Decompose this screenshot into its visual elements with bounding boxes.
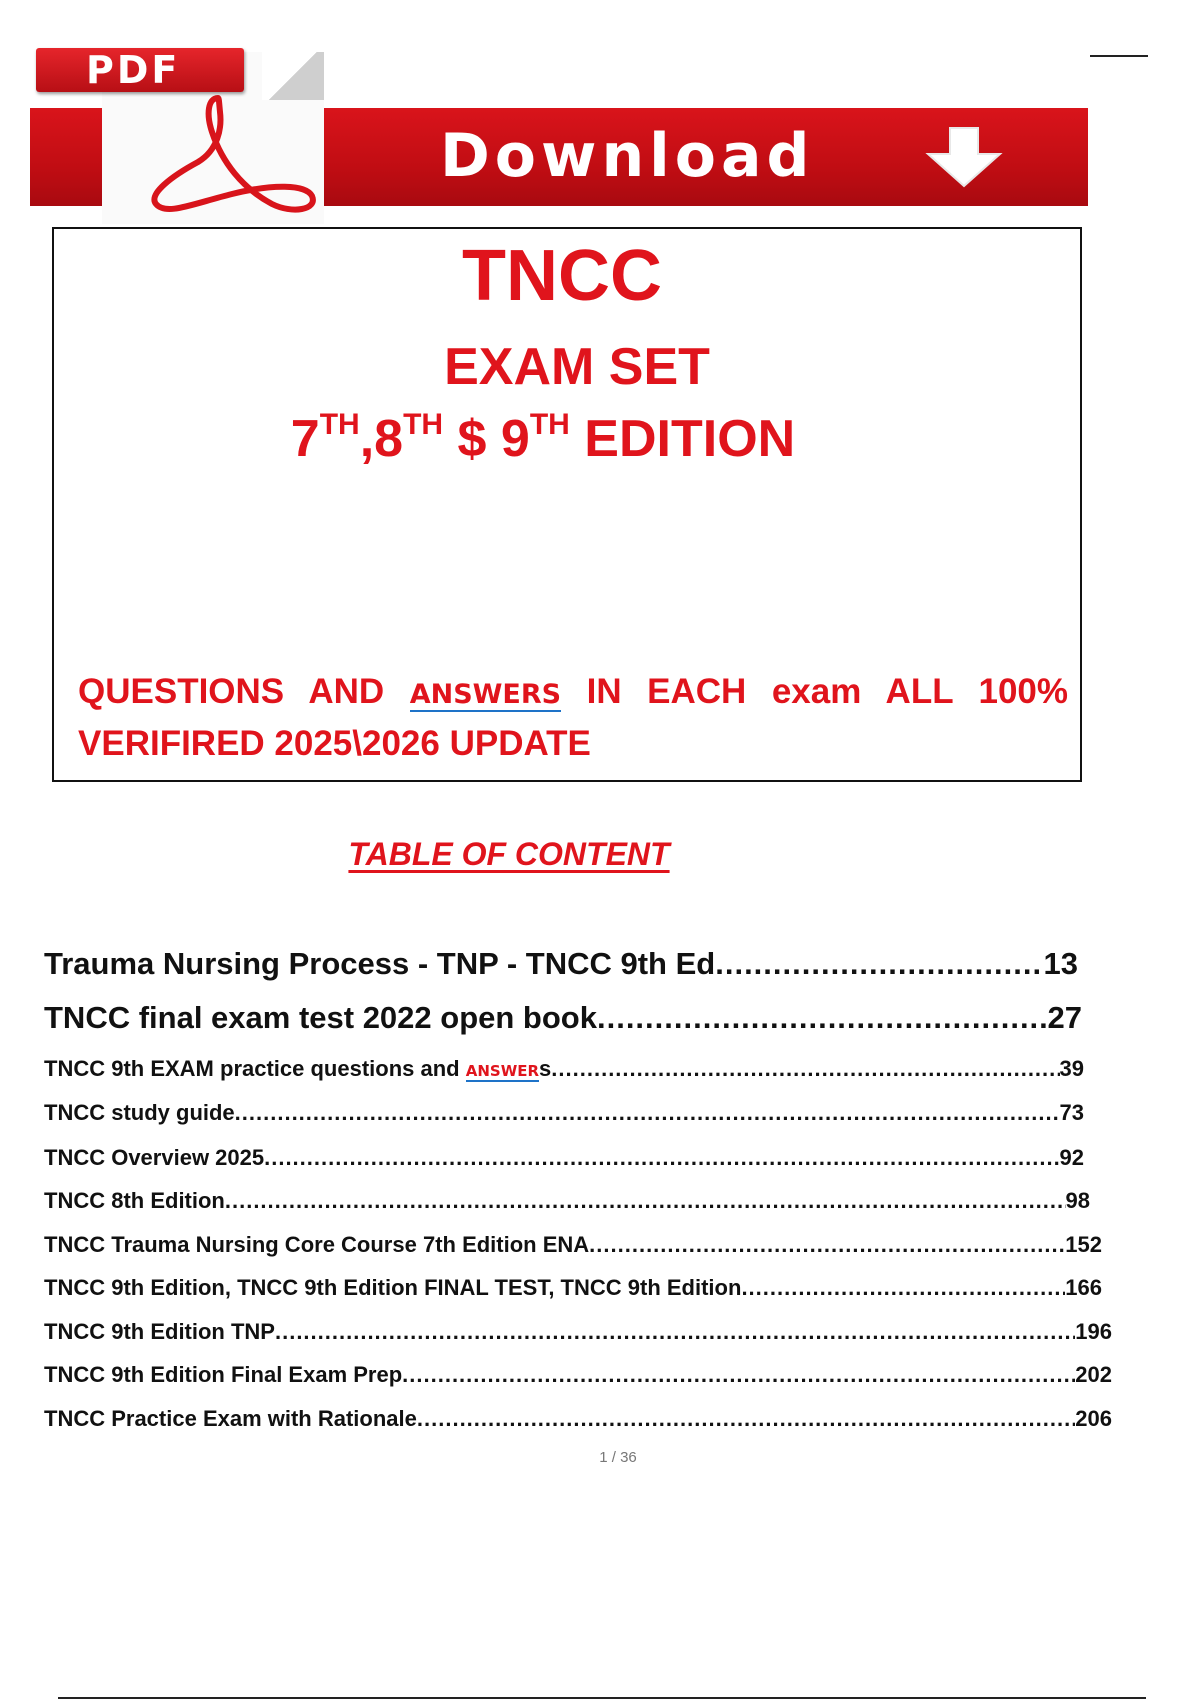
toc-label-part: TNCC 9th EXAM practice questions and xyxy=(44,1056,466,1081)
toc-entry-label: TNCC Trauma Nursing Core Course 7th Edition ENA xyxy=(44,1232,590,1257)
qa-line-1 xyxy=(78,667,1068,720)
page-indicator: 1 / 36 xyxy=(599,1449,637,1466)
toc-title: TABLE OF CONTENT xyxy=(348,836,670,872)
edition-sup: TH xyxy=(319,408,360,441)
toc-entry[interactable] xyxy=(44,1056,1084,1082)
toc-leader xyxy=(402,1362,1075,1388)
answers-link[interactable]: ANSWER xyxy=(465,1062,540,1080)
answers-link[interactable]: ANSWERS xyxy=(409,679,562,710)
toc-entry-page: 166 xyxy=(1065,1275,1102,1300)
toc-entry-page: 27 xyxy=(1047,1000,1082,1035)
toc-entry-page: 152 xyxy=(1065,1232,1102,1257)
edition-sep: , xyxy=(359,410,375,468)
toc-entry-label: TNCC 9th Edition TNP xyxy=(44,1319,275,1344)
toc-entry-label: TNCC Practice Exam with Rationale xyxy=(44,1406,417,1431)
toc-entry[interactable] xyxy=(44,1406,1112,1432)
toc-entry-label xyxy=(44,1056,551,1082)
toc-leader xyxy=(715,946,1043,982)
edition-9: 9 xyxy=(500,410,530,468)
toc-entry-page: 202 xyxy=(1075,1362,1112,1387)
toc-entry[interactable] xyxy=(44,1275,1102,1301)
toc-leader xyxy=(551,1056,1059,1082)
toc-entry[interactable] xyxy=(44,1000,1082,1036)
toc-leader xyxy=(225,1188,1066,1214)
toc-leader xyxy=(589,1232,1065,1258)
download-arrow-icon xyxy=(916,124,1012,190)
edition-7: 7 xyxy=(290,410,320,468)
download-label: Download xyxy=(440,121,815,191)
toc-entry-label: TNCC 9th Edition, TNCC 9th Edition FINAL TEST, TNCC 9th Edition xyxy=(44,1275,742,1300)
toc-entry-label: TNCC study guide xyxy=(44,1100,235,1125)
toc-leader xyxy=(264,1145,1059,1171)
toc-leader xyxy=(235,1100,1060,1126)
toc-entry-label: TNCC final exam test 2022 open book xyxy=(44,1000,597,1035)
toc-entry[interactable] xyxy=(44,1362,1112,1388)
toc-leader xyxy=(741,1275,1065,1301)
toc-entry-label: TNCC 8th Edition xyxy=(44,1188,225,1213)
title-box xyxy=(52,227,1082,782)
edition-8: 8 xyxy=(374,410,404,468)
title-editions xyxy=(30,409,1056,469)
qa-line-2: VERIFIRED 2025\2026 UPDATE xyxy=(78,724,591,763)
toc-entry-page: 39 xyxy=(1059,1056,1084,1081)
toc-leader xyxy=(275,1319,1075,1345)
edition-sup: TH xyxy=(529,408,570,441)
bottom-rule xyxy=(58,1697,1146,1699)
toc-entry-page: 98 xyxy=(1065,1188,1090,1213)
edition-word: EDITION xyxy=(584,410,796,468)
toc-entry-label: TNCC 9th Edition Final Exam Prep xyxy=(44,1362,403,1387)
toc-leader xyxy=(597,1000,1048,1036)
toc-entry-page: 196 xyxy=(1075,1319,1112,1344)
title-tncc: TNCC xyxy=(462,236,662,316)
toc-entry[interactable] xyxy=(44,1188,1090,1214)
title-exam-set: EXAM SET xyxy=(444,338,710,396)
toc-entry-page: 206 xyxy=(1075,1406,1112,1431)
edition-sup: TH xyxy=(403,408,444,441)
toc-entry[interactable] xyxy=(44,1100,1084,1126)
qa-text: QUESTIONS AND xyxy=(78,672,410,711)
pdf-label xyxy=(36,48,244,92)
toc-entry-label: Trauma Nursing Process - TNP - TNCC 9th Ed xyxy=(44,946,716,981)
title-main xyxy=(49,235,1075,317)
toc-label-part: s xyxy=(539,1056,552,1081)
toc-entry[interactable] xyxy=(44,1319,1112,1345)
toc-entry[interactable] xyxy=(44,1232,1102,1258)
qa-text: IN EACH exam ALL 100% xyxy=(561,672,1068,711)
toc-entry-label: TNCC Overview 2025 xyxy=(44,1145,265,1170)
toc-entry[interactable] xyxy=(44,946,1078,982)
pdf-label-text: PDF xyxy=(86,48,181,92)
toc-leader xyxy=(417,1406,1075,1432)
top-rule xyxy=(1090,55,1148,57)
toc-entry[interactable] xyxy=(44,1145,1084,1171)
toc-entry-page: 92 xyxy=(1059,1145,1084,1170)
edition-sep: $ xyxy=(443,410,501,468)
acrobat-logo-icon xyxy=(122,92,322,220)
toc-entry-page: 13 xyxy=(1043,946,1078,981)
toc-entry-page: 73 xyxy=(1059,1100,1084,1125)
pdf-file-icon xyxy=(36,42,330,226)
